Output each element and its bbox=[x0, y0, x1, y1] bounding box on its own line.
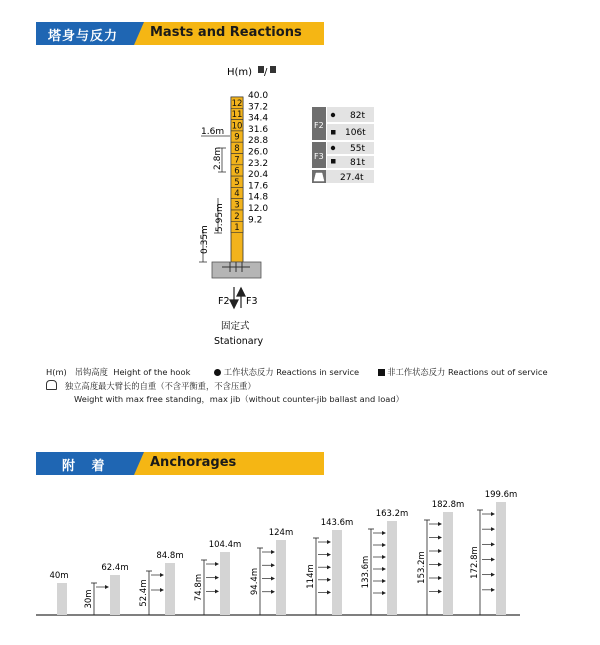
anchorage-columns bbox=[49, 490, 517, 615]
dim-2-8m: 2.8m bbox=[213, 146, 223, 170]
legend-out-en: Reactions out of service bbox=[447, 367, 548, 377]
legend-in-cn: 工作状态反力 bbox=[223, 367, 274, 377]
legend-out-cn: 非工作状态反力 bbox=[387, 367, 446, 377]
reaction-f2-group-label: F2 bbox=[314, 121, 324, 130]
force-f3-label: F3 bbox=[246, 296, 258, 307]
stationary-en: Stationary bbox=[214, 336, 264, 347]
anchorages-title-en: Anchorages bbox=[150, 455, 237, 470]
mast-section-number: 5 bbox=[234, 177, 240, 188]
anchorage-height-label: 153.2m bbox=[417, 551, 427, 584]
svg-text:/: / bbox=[264, 67, 268, 78]
anchorage-column bbox=[57, 583, 67, 615]
dim-0-35m: 0.35m bbox=[200, 225, 210, 254]
force-f2-label: F2 bbox=[218, 296, 230, 307]
height-label: 34.4 bbox=[248, 113, 269, 124]
stationary-cn: 固定式 bbox=[221, 321, 250, 332]
height-label: 17.6 bbox=[248, 181, 269, 192]
mast-section-number: 7 bbox=[234, 155, 240, 166]
mast-section-number: 6 bbox=[234, 166, 240, 177]
legend-h-cn: 吊钩高度 bbox=[74, 367, 108, 377]
reaction-f2-in: 82t bbox=[350, 111, 365, 121]
reaction-weight: 27.4t bbox=[340, 173, 364, 183]
anchorage-column bbox=[165, 563, 175, 615]
anchorage-top-label: 143.6m bbox=[320, 518, 354, 528]
height-label: 28.8 bbox=[248, 136, 269, 147]
anchorages-title-cn: 附 着 bbox=[62, 459, 111, 474]
mast-section-number: 1 bbox=[234, 223, 240, 234]
anchorage-top-label: 62.4m bbox=[101, 563, 129, 573]
mast-section-number: 10 bbox=[231, 121, 243, 132]
height-label: 37.2 bbox=[248, 102, 269, 113]
anchorage-column bbox=[110, 575, 120, 615]
reaction-f3-group-label: F3 bbox=[314, 152, 324, 161]
legend-weight-en: Weight with max free standing，max jib（without counter-jib ballast and load） bbox=[74, 394, 404, 404]
reaction-f3-in: 55t bbox=[350, 144, 365, 154]
anchorage-column bbox=[220, 552, 230, 615]
anchorage-column bbox=[276, 540, 286, 615]
mast-section-number: 11 bbox=[231, 110, 243, 121]
height-label: 23.2 bbox=[248, 158, 269, 169]
height-label: 14.8 bbox=[248, 192, 269, 203]
reaction-f2-out: 106t bbox=[345, 128, 366, 138]
anchorage-height-label: 172.8m bbox=[470, 546, 480, 579]
anchorage-top-label: 163.2m bbox=[375, 509, 409, 519]
mast-section-number: 12 bbox=[231, 98, 243, 109]
mast-section-number: 8 bbox=[234, 144, 240, 154]
anchorage-top-label: 40m bbox=[49, 571, 69, 581]
hook-height-title: H(m) bbox=[227, 67, 253, 78]
mast-section-number: 3 bbox=[234, 200, 240, 211]
anchorage-height-label: 52.4m bbox=[139, 579, 149, 607]
anchorage-height-label: 114m bbox=[306, 564, 316, 589]
anchorage-column bbox=[332, 530, 342, 615]
masts-title-en: Masts and Reactions bbox=[150, 25, 302, 40]
anchorage-top-label: 124m bbox=[268, 528, 294, 538]
anchorage-top-label: 84.8m bbox=[156, 551, 184, 561]
legend-in-en: Reactions in service bbox=[276, 367, 360, 377]
height-label: 26.0 bbox=[248, 147, 269, 158]
reaction-f3-out: 81t bbox=[350, 158, 365, 168]
anchorage-height-label: 133.6m bbox=[361, 555, 371, 589]
anchorage-column bbox=[443, 512, 453, 615]
masts-title-cn: 塔身与反力 bbox=[48, 29, 119, 44]
anchorage-top-label: 199.6m bbox=[484, 490, 518, 500]
legend-h-en: Height of the hook bbox=[113, 367, 191, 377]
dim-1-6m: 1.6m bbox=[201, 127, 225, 137]
dim-5-95m: 5.95m bbox=[215, 203, 225, 232]
anchorage-height-label: 74.8m bbox=[194, 573, 204, 602]
legend-weight-cn: 独立高度最大臂长的自重（不含平衡重，不含压重） bbox=[64, 381, 256, 391]
height-label: 9.2 bbox=[248, 215, 263, 226]
anchorage-height-label: 30m bbox=[84, 589, 94, 609]
anchorage-column bbox=[387, 521, 397, 615]
anchorage-height-label: 94.4m bbox=[250, 567, 260, 596]
anchorage-column bbox=[496, 502, 506, 615]
height-label: 40.0 bbox=[248, 91, 269, 101]
height-label: 31.6 bbox=[248, 124, 269, 135]
height-label: 12.0 bbox=[248, 204, 269, 214]
height-label: 20.4 bbox=[248, 170, 269, 181]
legend-h-key: H(m) bbox=[46, 367, 67, 377]
mast-section-number: 9 bbox=[234, 132, 240, 143]
anchorage-top-label: 182.8m bbox=[431, 500, 465, 510]
mast-section-number: 2 bbox=[234, 211, 240, 222]
anchorage-top-label: 104.4m bbox=[208, 540, 242, 550]
mast-section-number: 4 bbox=[234, 189, 240, 200]
